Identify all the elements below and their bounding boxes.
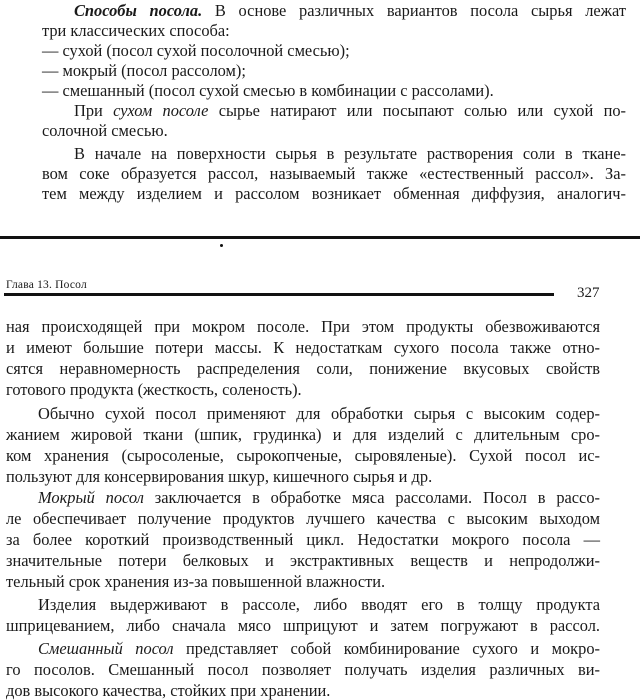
running-head: Глава 13. Посол [6,279,87,291]
text-line [74,2,626,20]
text-span: В основе различных вариантов посола сырья лежат [202,1,626,20]
text-line: ком хранения (сыросоленые, сырокопченые, сыровяленые). Сухой посол ис- [6,446,600,465]
text-line: шприцеванием, либо сначала мясо шприцуют и затем погружают в рассол. [6,616,600,635]
text-line: ле обеспечивает получение продуктов лучшего качества с высоким выходом [6,509,600,528]
text-line: сятся неравномерность распределения соли, понижение вкусовых свойств [6,359,600,378]
text-line: значительные потери белковых и экстрактивных веществ и непродолжи- [6,551,600,570]
text-line: В начале на поверхности сырья в результате растворения соли в ткане- [74,144,626,163]
page-break-line [0,236,640,239]
italic-term: сухом посоле [113,101,209,120]
text-span: сырье натирают или посыпают солью или сухой по- [208,101,626,120]
text-line [38,489,600,507]
text-line: три классических способа: [42,21,230,40]
text-line: за более короткий производственный цикл. Недостатки мокрого посола — [6,530,600,549]
section-heading: Способы посола. [74,1,203,20]
text-span: заключается в обработке мяса рассолами. Посол в рассо- [143,488,600,507]
text-line: Изделия выдерживают в рассоле, либо вводят его в толщу продукта [38,595,600,614]
text-line: и имеют большие потери массы. К недостаткам сухого посола также отно- [6,338,600,357]
text-line: дов высокого качества, стойких при хранении. [6,681,331,700]
list-item: — мокрый (посол рассолом); [42,61,246,80]
italic-term: Смешанный посол [38,639,174,658]
page-number: 327 [577,285,600,301]
list-item: — смешанный (посол сухой смесью в комбинации с рассолами). [42,81,494,100]
text-line [74,102,626,120]
text-span: представляет собой комбинирование сухого и мокро- [173,639,600,658]
text-line: тем между изделием и рассолом возникает обменная диффузия, аналогич- [42,184,626,203]
text-line [38,640,600,658]
header-rule [4,293,554,296]
text-line: вом соке образуется рассол, называемый также «естественный рассол». За- [42,164,626,183]
text-span: При [74,101,114,120]
text-line: пользуют для консервирования шкур, кишечного сырья и др. [6,467,433,486]
text-line: готового продукта (жесткость, соленость). [6,380,302,399]
text-line: го посолов. Смешанный посол позволяет получать изделия различных ви- [6,660,600,679]
text-line: солочной смесью. [42,121,168,140]
text-line: тельный срок хранения из-за повышенной влажности. [6,572,386,591]
italic-term: Мокрый посол [38,488,144,507]
text-line: ная происходящей при мокром посоле. При этом продукты обезвоживаются [6,317,600,336]
text-line: Обычно сухой посол применяют для обработки сырья с высоким содер- [38,404,600,423]
text-line: жанием жировой ткани (шпик, грудинка) и для изделий с длительным сро- [6,425,600,444]
list-item: — сухой (посол сухой посолочной смесью); [42,41,350,60]
scan-speck [220,244,223,247]
